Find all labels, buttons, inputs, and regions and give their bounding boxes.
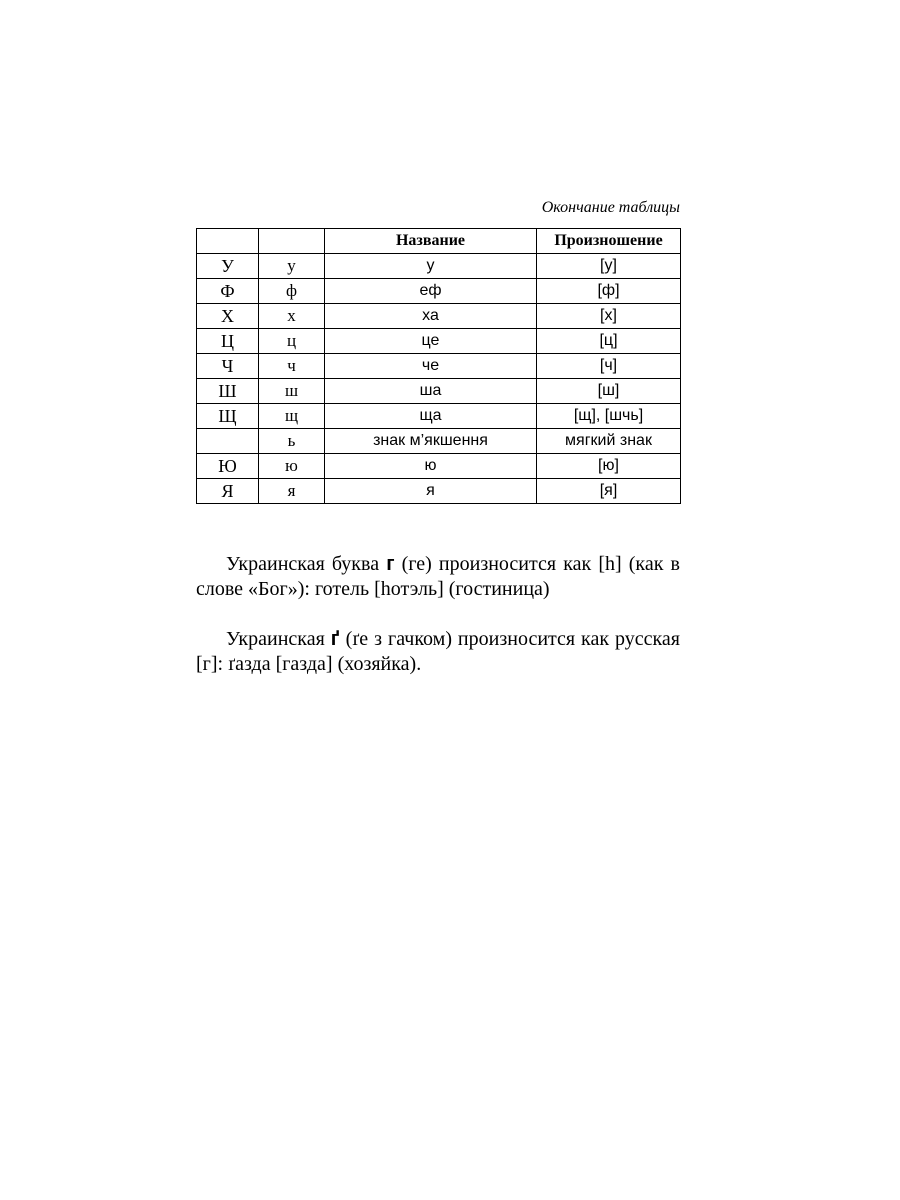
letter-pronunciation: [х] — [537, 304, 681, 329]
letter-name: че — [325, 354, 537, 379]
table-row — [197, 429, 681, 454]
paragraph-text-end: (ге) произносится как [h] (как в слове «Бог»): готель [hотэль] (гостиница) — [196, 553, 680, 600]
letter-name: у — [325, 254, 537, 279]
table-row — [197, 254, 681, 279]
table-row — [197, 379, 681, 404]
letter-pronunciation: [ц] — [537, 329, 681, 354]
letter-name: ю — [325, 454, 537, 479]
alphabet-table — [196, 228, 681, 504]
lowercase-letter: ц — [259, 329, 325, 354]
uppercase-letter: Ш — [197, 379, 259, 404]
paragraph-ge-hachek — [196, 627, 680, 677]
lowercase-letter: ю — [259, 454, 325, 479]
letter-name: ха — [325, 304, 537, 329]
letter-name: еф — [325, 279, 537, 304]
uppercase-letter: Ч — [197, 354, 259, 379]
table-row — [197, 354, 681, 379]
letter-pronunciation: [ч] — [537, 354, 681, 379]
letter-name: ща — [325, 404, 537, 429]
lowercase-letter: х — [259, 304, 325, 329]
lowercase-letter: ш — [259, 379, 325, 404]
paragraph-text-start: Украинская буква — [226, 553, 387, 575]
uppercase-letter: Ц — [197, 329, 259, 354]
uppercase-letter: У — [197, 254, 259, 279]
letter-pronunciation: [ф] — [537, 279, 681, 304]
table-row — [197, 304, 681, 329]
table-row — [197, 454, 681, 479]
table-row — [197, 404, 681, 429]
header-cell-pronunciation: Произношение — [537, 229, 681, 254]
lowercase-letter: у — [259, 254, 325, 279]
letter-name: це — [325, 329, 537, 354]
lowercase-letter: ф — [259, 279, 325, 304]
uppercase-letter: Ю — [197, 454, 259, 479]
table-row — [197, 479, 681, 504]
lowercase-letter: ч — [259, 354, 325, 379]
letter-pronunciation: [у] — [537, 254, 681, 279]
uppercase-letter: Я — [197, 479, 259, 504]
bold-letter: г — [386, 553, 395, 575]
uppercase-letter: Х — [197, 304, 259, 329]
lowercase-letter: ь — [259, 429, 325, 454]
letter-name: я — [325, 479, 537, 504]
letter-name: ша — [325, 379, 537, 404]
uppercase-letter: Ф — [197, 279, 259, 304]
letter-pronunciation: [ш] — [537, 379, 681, 404]
uppercase-letter: Щ — [197, 404, 259, 429]
table-caption: Окончание таблицы — [541, 199, 680, 216]
letter-name: знак м’якшення — [325, 429, 537, 454]
letter-pronunciation: [я] — [537, 479, 681, 504]
lowercase-letter: я — [259, 479, 325, 504]
table-row — [197, 279, 681, 304]
paragraph-text-start: Украинская — [226, 628, 331, 650]
table-row — [197, 329, 681, 354]
header-cell-upper — [197, 229, 259, 254]
header-cell-name: Название — [325, 229, 537, 254]
lowercase-letter: щ — [259, 404, 325, 429]
header-cell-lower — [259, 229, 325, 254]
letter-pronunciation: [ю] — [537, 454, 681, 479]
paragraph-ge — [196, 552, 680, 602]
letter-pronunciation: мягкий знак — [537, 429, 681, 454]
letter-pronunciation: [щ], [шчь] — [537, 404, 681, 429]
bold-letter: ґ — [330, 628, 340, 650]
uppercase-letter — [197, 429, 259, 454]
paragraph-text-end: (ґе з гачком) произносится как русская [г]: ґазда [газда] (хозяйка). — [196, 628, 680, 675]
table-header-row — [197, 229, 681, 254]
